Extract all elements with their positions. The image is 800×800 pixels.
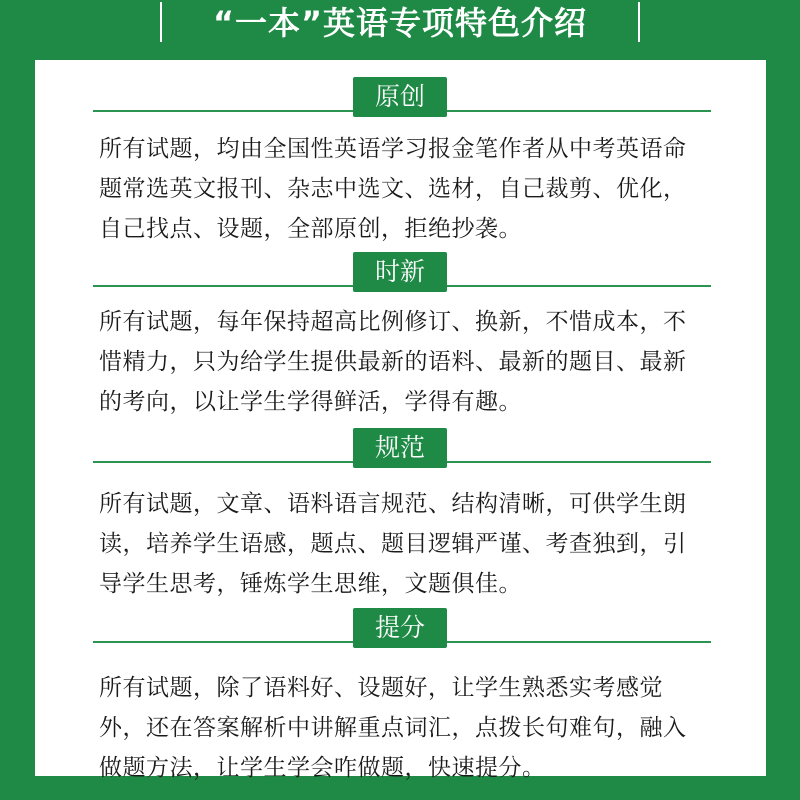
- section-original: [35, 77, 766, 242]
- section-score: [35, 608, 766, 781]
- header: [0, 0, 800, 55]
- section-text: [99, 302, 709, 422]
- text-line: 惜精力，只为给学生提供最新的语料、最新的题目、最新: [99, 349, 687, 375]
- section-tab-original: 原创: [353, 77, 447, 117]
- text-line: 题常选英文报刊、杂志中选文、选材，自己裁剪、优化，: [99, 176, 687, 202]
- text-line: 自己找点、设题，全部原创，拒绝抄袭。: [99, 216, 522, 242]
- section-header: [35, 252, 766, 294]
- section-tab-standard: 规范: [353, 428, 447, 468]
- text-line: 所有试题，均由全国性英语学习报金笔作者从中考英语命: [99, 136, 687, 162]
- section-fresh: [35, 252, 766, 415]
- section-tab-fresh: 时新: [353, 252, 447, 292]
- section-tab-score: 提分: [353, 608, 447, 648]
- text-line: 导学生思考，锤炼学生思维，文题俱佳。: [99, 571, 522, 597]
- text-line: 所有试题，每年保持超高比例修订、换新，不惜成本，不: [99, 309, 687, 335]
- content-panel: [35, 60, 766, 781]
- section-header: [35, 77, 766, 119]
- section-header: [35, 428, 766, 470]
- section-text: [99, 668, 709, 788]
- section-text: [99, 484, 709, 604]
- text-line: 所有试题，文章、语料语言规范、结构清晰，可供学生朗: [99, 491, 687, 517]
- text-line: 做题方法，让学生学会咋做题，快速提分。: [99, 755, 546, 781]
- page-title: “一本”英语专项特色介绍: [212, 4, 588, 42]
- text-line: 读，培养学生语感，题点、题目逻辑严谨、考查独到，引: [99, 531, 687, 557]
- text-line: 的考向，以让学生学得鲜活，学得有趣。: [99, 389, 522, 415]
- text-line: 所有试题，除了语料好、设题好，让学生熟悉实考感觉: [99, 675, 663, 701]
- header-divider-right: [638, 2, 640, 42]
- section-standard: [35, 428, 766, 597]
- section-header: [35, 608, 766, 650]
- section-text: [99, 129, 709, 249]
- text-line: 外，还在答案解析中讲解重点词汇，点拨长句难句，融入: [99, 715, 687, 741]
